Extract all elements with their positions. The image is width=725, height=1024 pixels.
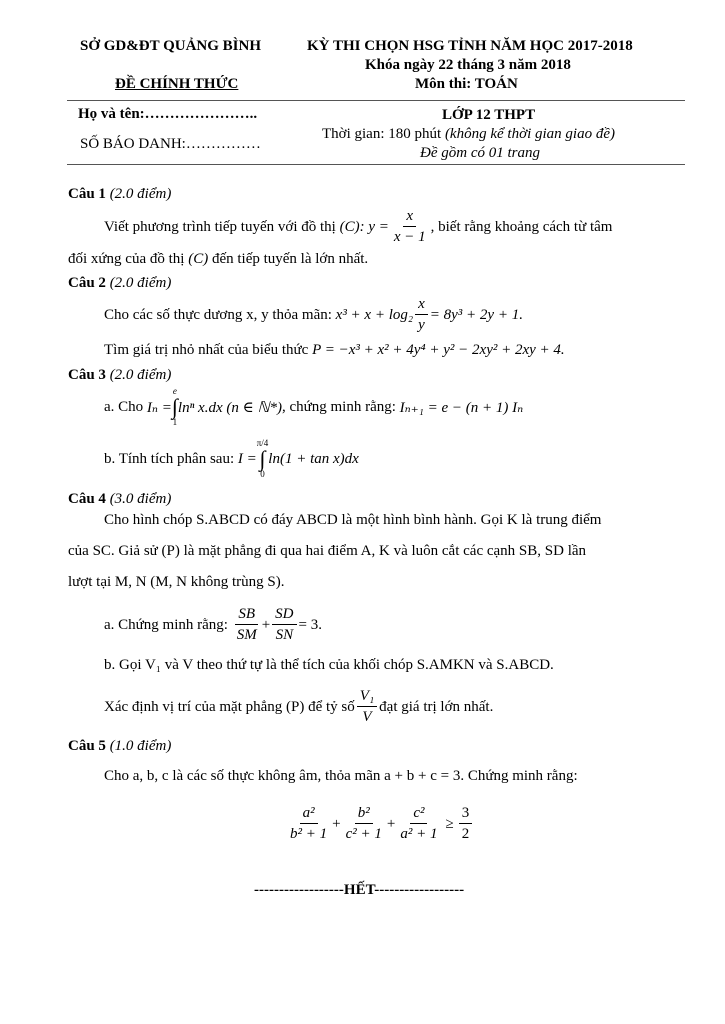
header-divider-1: [67, 100, 685, 101]
name-field-label: Họ và tên:…………………..: [78, 106, 258, 122]
end-marker: ------------------HẾT------------------: [254, 882, 465, 898]
q2-heading: Câu 2 (2.0 điểm): [68, 275, 172, 291]
q2-line1: Cho các số thực dương x, y thỏa mãn: x³ + x + log₂ $\frac{x}{y}$ = 8y³ + 2y + 1.: [104, 296, 523, 333]
q1-line2: đối xứng của đồ thị (C) đến tiếp tuyến là lớn nhất.: [68, 251, 369, 267]
exam-grade: LỚP 12 THPT: [442, 107, 536, 123]
q4-line3: lượt tại M, N (M, N không trùng S).: [68, 574, 285, 590]
q4-line2: của SC. Giả sử (P) là mặt phẳng đi qua hai điểm A, K và luôn cắt các cạnh SB, SD lần: [68, 543, 587, 559]
q5-heading: Câu 5 (1.0 điểm): [68, 738, 172, 754]
q3-part-b: b. Tính tích phân sau: I = π/4 ∫ 0 ln(1 + tan x)dx: [104, 438, 359, 479]
department-name: SỞ GD&ĐT QUẢNG BÌNH: [80, 38, 261, 54]
exam-title: KỲ THI CHỌN HSG TỈNH NĂM HỌC 2017-2018: [307, 38, 633, 54]
header-divider-2: [67, 164, 685, 165]
exam-date: Khóa ngày 22 tháng 3 năm 2018: [365, 57, 571, 73]
q5-inequality: $\frac{\text{a²}}{\text{b² + 1}}$ + $\frac{\text{b²}}{\text{c² + 1}}$ + $\frac{\text{c²}}{\text{a² + 1}}$ ≥ $\frac{3}{2}$: [285, 800, 474, 848]
integral-symbol: e ∫ 1: [171, 386, 178, 427]
exam-subject: Môn thi: TOÁN: [415, 76, 518, 92]
q4-part-b-line2: Xác định vị trí của mặt phẳng (P) để tỷ số $\frac{\text{V₁}}{V}$ đạt giá trị lớn nhất.: [104, 688, 494, 725]
candidate-number-label: SỐ BÁO DANH:……………: [80, 136, 261, 152]
official-exam-label: ĐỀ CHÍNH THỨC: [115, 76, 239, 92]
q2-line2: Tìm giá trị nhỏ nhất của biểu thức P = −x³ + x² + 4y⁴ + y² − 2xy² + 2xy + 4.: [104, 342, 565, 358]
q4-part-a: a. Chứng minh rằng: $\frac{SB}{SM}$ + $\frac{SD}{SN}$ = 3.: [104, 606, 322, 643]
page-count-note: Đề gồm có 01 trang: [420, 145, 540, 161]
q4-heading: Câu 4 (3.0 điểm): [68, 491, 172, 507]
q5-statement: Cho a, b, c là các số thực không âm, thỏa mãn a + b + c = 3. Chứng minh rằng:: [104, 768, 578, 784]
q4-part-b-line1: b. Gọi V₁ và V theo thứ tự là thể tích của khối chóp S.AMKN và S.ABCD.: [104, 657, 554, 673]
q1-line1: Viết phương trình tiếp tuyến với đồ thị (C) : y = $\frac{x}{x - 1}$ , biết rằng khoảng cách từ tâm: [104, 208, 613, 245]
q1-heading: Câu 1 (2.0 điểm): [68, 186, 172, 202]
integral-symbol: π/4 ∫ 0: [256, 438, 269, 479]
q3-heading: Câu 3 (2.0 điểm): [68, 367, 172, 383]
exam-duration: Thời gian: 180 phút (không kể thời gian giao đề): [322, 126, 615, 142]
q4-line1: Cho hình chóp S.ABCD có đáy ABCD là một hình bình hành. Gọi K là trung điểm: [104, 512, 602, 528]
q3-part-a: a. Cho Iₙ = e ∫ 1 lnⁿ x.dx (n ∈ ℕ*) , chứng minh rằng: Iₙ₊₁ = e − (n + 1) Iₙ: [104, 386, 524, 427]
